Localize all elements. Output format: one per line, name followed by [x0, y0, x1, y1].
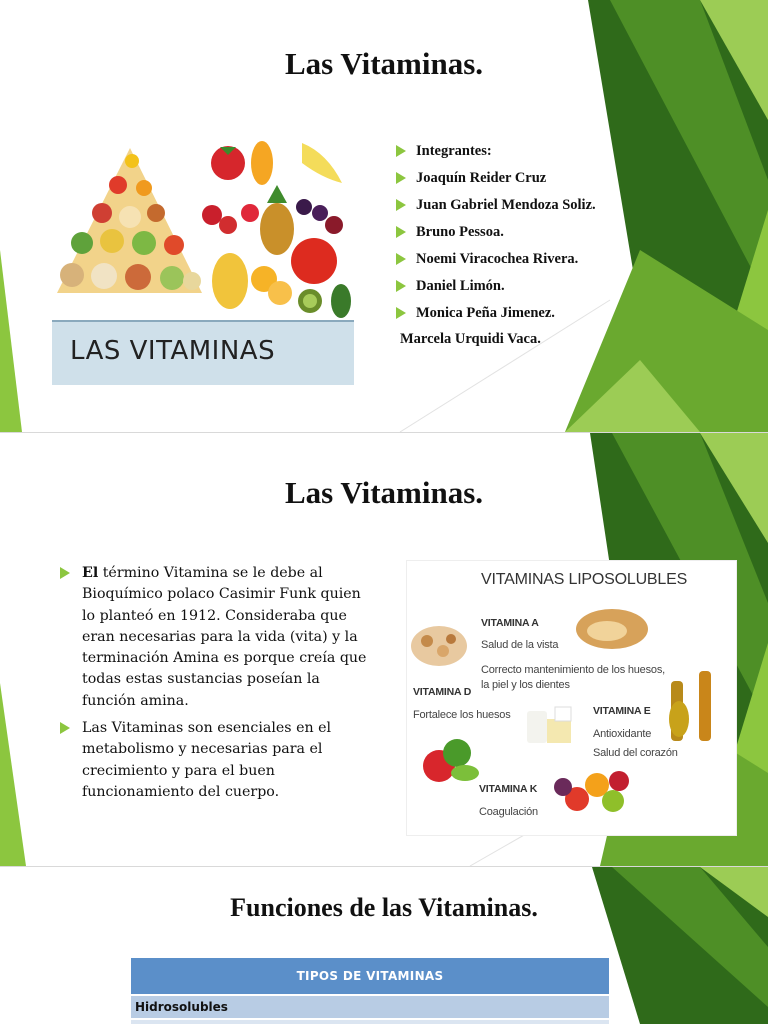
triangle-bullet-icon [396, 307, 406, 319]
vitamin-e-benefit: Salud del corazón [593, 747, 678, 759]
slide-1 [0, 0, 768, 432]
vitamin-e-label: VITAMINA E [593, 705, 651, 717]
table-header-row [131, 958, 609, 995]
triangle-bullet-icon [396, 280, 406, 292]
list-item: Joaquín Reider Cruz [396, 167, 596, 194]
triangle-bullet-icon [396, 199, 406, 211]
triangle-bullet-icon [60, 722, 70, 734]
vitamin-foods-illustration [407, 561, 736, 835]
vitamin-a-benefit: la piel y los dientes [481, 679, 570, 691]
fat-soluble-vitamins-image [406, 560, 737, 836]
image-title: VITAMINAS LIPOSOLUBLES [481, 571, 688, 588]
last-member: Marcela Urquidi Vaca. [400, 331, 541, 347]
vitamin-a-benefit: Correcto mantenimiento de los huesos, [481, 664, 665, 676]
vitamin-d-label: VITAMINA D [413, 686, 472, 698]
table-row [131, 1019, 609, 1024]
list-item: Daniel Limón. [396, 275, 596, 302]
vitamin-a-label: VITAMINA A [481, 617, 539, 629]
triangle-bullet-icon [396, 145, 406, 157]
vitamin-k-label: VITAMINA K [479, 783, 538, 795]
vitamin-types-table [131, 958, 609, 1024]
slide-body [60, 563, 372, 809]
list-item: Integrantes: [396, 140, 596, 167]
slide-title: Las Vitaminas. [284, 46, 484, 81]
list-item: Monica Peña Jimenez. [396, 302, 596, 329]
vitamin-k-benefit: Coagulación [479, 806, 538, 818]
vitamin-a-benefit: Salud de la vista [481, 639, 559, 651]
vitamin-d-benefit: Fortalece los huesos [413, 709, 511, 721]
triangle-bullet-icon [396, 226, 406, 238]
slide-3 [0, 867, 768, 1024]
slide-title: Funciones de las Vitaminas. [230, 893, 538, 922]
paragraph-origin: El término Vitamina se le debe al Bioquímico polaco Casimir Funk quien lo planteó en 1912. Consideraba que eran necesarias para la vida (vita) y la terminación Amina es porque creía que todas estas sustancias poseían la función amina. [60, 563, 372, 712]
triangle-bullet-icon [60, 567, 70, 579]
table-header: TIPOS DE VITAMINAS [131, 958, 609, 995]
table-row [131, 995, 609, 1019]
slide-title: Las Vitaminas. [284, 475, 484, 510]
list-item: Noemi Viracochea Rivera. [396, 248, 596, 275]
vitamin-e-benefit: Antioxidante [593, 728, 652, 740]
list-item: Juan Gabriel Mendoza Soliz. [396, 194, 596, 221]
triangle-bullet-icon [396, 172, 406, 184]
paragraph-importance: Las Vitaminas son esenciales en el metabolismo y necesarias para el crecimiento y para el buen funcionamiento del cuerpo. [60, 718, 372, 803]
slide-2 [0, 433, 768, 866]
members-list [396, 140, 596, 329]
table-cell: Hidrosolubles [131, 995, 609, 1019]
banner-title: LAS VITAMINAS [70, 336, 276, 366]
list-item: Bruno Pessoa. [396, 221, 596, 248]
table-cell [131, 1019, 609, 1024]
title-banner [52, 320, 354, 385]
triangle-bullet-icon [396, 253, 406, 265]
